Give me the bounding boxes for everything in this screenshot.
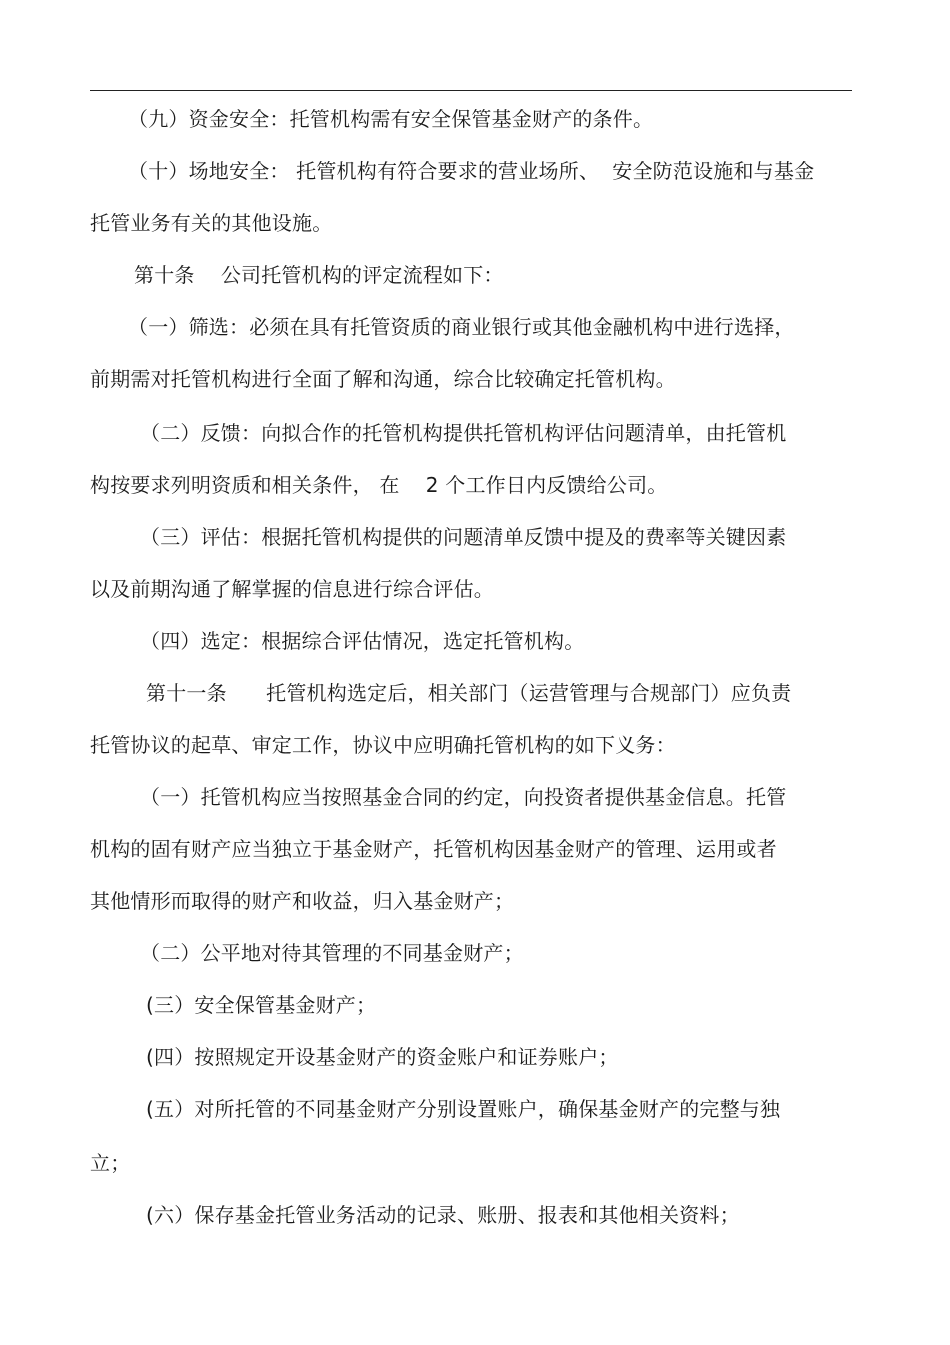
text-line: 以及前期沟通了解掌握的信息进行综合评估。 bbox=[90, 577, 494, 601]
text-line: 第十一条 托管机构选定后，相关部门（运营管理与合规部门）应负责 bbox=[146, 681, 792, 705]
text-line: 托管协议的起草、审定工作，协议中应明确托管机构的如下义务： bbox=[90, 733, 676, 757]
text-line: 第十条 公司托管机构的评定流程如下： bbox=[134, 263, 504, 287]
text-line: 托管业务有关的其他设施。 bbox=[90, 211, 333, 235]
text-line: 其他情形而取得的财产和收益，归入基金财产； bbox=[90, 889, 515, 913]
text-line: （一）筛选：必须在具有托管资质的商业银行或其他金融机构中进行选择， bbox=[128, 315, 795, 339]
header-rule bbox=[90, 90, 852, 91]
text-line: （九）资金安全：托管机构需有安全保管基金财产的条件。 bbox=[128, 107, 654, 131]
text-line: 构按要求列明资质和相关条件， 在 2 个工作日内反馈给公司。 bbox=[90, 473, 668, 497]
text-line: 前期需对托管机构进行全面了解和沟通，综合比较确定托管机构。 bbox=[90, 367, 676, 391]
text-line: （二）反馈：向拟合作的托管机构提供托管机构评估问题清单，由托管机 bbox=[140, 421, 787, 445]
text-line: (四）按照规定开设基金财产的资金账户和证券账户； bbox=[146, 1045, 619, 1069]
text-line: (五）对所托管的不同基金财产分别设置账户，确保基金财产的完整与独 bbox=[146, 1097, 781, 1121]
text-line: (六）保存基金托管业务活动的记录、账册、报表和其他相关资料； bbox=[146, 1203, 740, 1227]
text-line: 机构的固有财产应当独立于基金财产，托管机构因基金财产的管理、运用或者 bbox=[90, 837, 777, 861]
text-line: (三）安全保管基金财产； bbox=[146, 993, 377, 1017]
text-line: （二）公平地对待其管理的不同基金财产； bbox=[140, 941, 524, 965]
text-line: 立； bbox=[90, 1151, 131, 1175]
text-line: （三）评估：根据托管机构提供的问题清单反馈中提及的费率等关键因素 bbox=[140, 525, 787, 549]
text-line: （十）场地安全： 托管机构有符合要求的营业场所、 安全防范设施和与基金 bbox=[128, 159, 815, 183]
text-line: （四）选定：根据综合评估情况，选定托管机构。 bbox=[140, 629, 585, 653]
text-line: （一）托管机构应当按照基金合同的约定，向投资者提供基金信息。托管 bbox=[140, 785, 787, 809]
